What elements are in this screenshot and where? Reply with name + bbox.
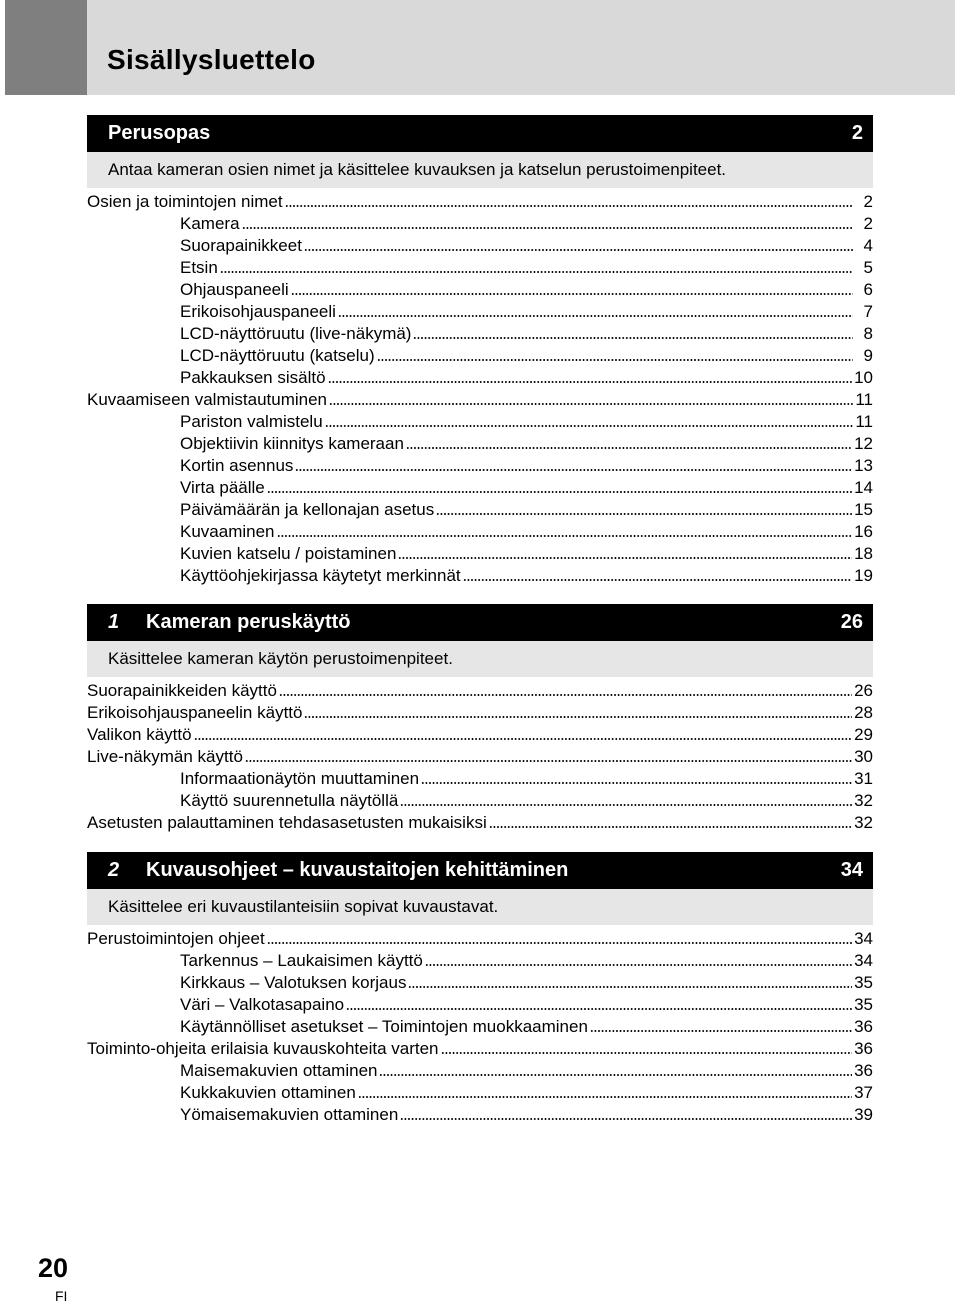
dot-leader [400, 1109, 852, 1121]
section-1 [87, 604, 873, 677]
toc-entry-label: Toiminto-ohjeita erilaisia kuvauskohteita varten [87, 1039, 439, 1058]
toc-entry-page: 36 [854, 1039, 873, 1058]
toc-entry[interactable] [87, 564, 873, 586]
toc-entry-page: 13 [854, 456, 873, 475]
dot-leader [328, 372, 853, 384]
toc-entry-label: Pariston valmistelu [180, 412, 323, 431]
section-title: Perusopas [108, 122, 211, 144]
dot-leader [379, 1065, 852, 1077]
toc-entry-page: 39 [854, 1105, 873, 1124]
toc-entry-label: Pakkauksen sisältö [180, 368, 326, 387]
dot-leader [413, 328, 853, 340]
toc-entry[interactable] [87, 344, 873, 366]
toc-entry[interactable] [87, 971, 873, 993]
toc-entry[interactable] [87, 476, 873, 498]
toc-list-section-1 [87, 679, 873, 833]
dot-leader [291, 284, 853, 296]
toc-entry-label: Väri – Valkotasapaino [180, 995, 345, 1014]
toc-entry-label: Maisemakuvien ottaminen [180, 1061, 378, 1080]
toc-entry[interactable] [87, 432, 873, 454]
dot-leader [304, 240, 853, 252]
toc-entry-label: Etsin [180, 258, 218, 277]
toc-entry-label: Käytännölliset asetukset – Toimintojen muokkaaminen [180, 1017, 588, 1036]
toc-entry-label: Päivämäärän ja kellonajan asetus [180, 500, 435, 519]
toc-entry-page: 9 [863, 346, 873, 365]
toc-list-perusopas [87, 190, 873, 586]
toc-entry-label: Osien ja toimintojen nimet [87, 192, 283, 211]
section-title: Kameran peruskäyttö [146, 611, 351, 633]
section-header [87, 852, 873, 889]
language-code: FI [55, 1288, 68, 1304]
toc-entry-page: 19 [854, 566, 873, 585]
toc-entry-page: 4 [863, 236, 873, 255]
toc-entry-label: Perustoimintojen ohjeet [87, 929, 265, 948]
toc-entry-page: 34 [854, 951, 873, 970]
toc-entry-page: 15 [854, 500, 873, 519]
toc-entry-label: Objektiivin kiinnitys kameraan [180, 434, 404, 453]
toc-entry[interactable] [87, 1037, 873, 1059]
toc-entry-page: 11 [855, 412, 873, 431]
toc-entry[interactable] [87, 1015, 873, 1037]
dot-leader [267, 482, 852, 494]
toc-entry-label: Kuvaaminen [180, 522, 275, 541]
dot-leader [245, 751, 852, 763]
toc-entry[interactable] [87, 234, 873, 256]
toc-entry-label: Erikoisohjauspaneelin käyttö [87, 703, 303, 722]
dot-leader [304, 707, 852, 719]
dot-leader [441, 1043, 853, 1055]
toc-entry[interactable] [87, 542, 873, 564]
dot-leader [346, 999, 852, 1011]
section-description: Käsittelee eri kuvaustilanteisiin sopivat kuvaustavat. [87, 889, 873, 925]
dot-leader [421, 773, 852, 785]
dot-leader [436, 504, 852, 516]
toc-entry-label: Suorapainikkeet [180, 236, 302, 255]
toc-entry-label: Erikoisohjauspaneeli [180, 302, 336, 321]
toc-entry-page: 8 [863, 324, 873, 343]
dot-leader [242, 218, 853, 230]
dot-leader [425, 955, 852, 967]
dot-leader [358, 1087, 852, 1099]
toc-entry-page: 35 [854, 973, 873, 992]
toc-entry-label: Kamera [180, 214, 240, 233]
dot-leader [400, 795, 852, 807]
toc-entry[interactable] [87, 949, 873, 971]
toc-entry[interactable] [87, 993, 873, 1015]
toc-entry-page: 16 [854, 522, 873, 541]
toc-entry-page: 37 [854, 1083, 873, 1102]
toc-entry-page: 32 [854, 813, 873, 832]
section-page-number: 2 [851, 122, 863, 144]
section-perusopas [87, 115, 873, 188]
toc-entry[interactable] [87, 1081, 873, 1103]
section-number: 1 [108, 611, 120, 633]
toc-entry-page: 36 [854, 1061, 873, 1080]
toc-entry[interactable] [87, 927, 873, 949]
section-2 [87, 852, 873, 925]
toc-entry-label: Kuvaamiseen valmistautuminen [87, 390, 328, 409]
toc-entry-label: LCD-näyttöruutu (live-näkymä) [180, 324, 412, 343]
dot-leader [377, 350, 853, 362]
toc-entry-label: Yömaisemakuvien ottaminen [180, 1105, 399, 1124]
section-description: Käsittelee kameran käytön perustoimenpiteet. [87, 641, 873, 677]
dot-leader [329, 394, 853, 406]
toc-entry[interactable] [87, 1059, 873, 1081]
dot-leader [285, 196, 853, 208]
toc-list-section-2 [87, 927, 873, 1125]
toc-entry[interactable] [87, 300, 873, 322]
toc-entry-label: Asetusten palauttaminen tehdasasetusten mukaisiksi [87, 813, 487, 832]
toc-entry[interactable] [87, 811, 873, 833]
dot-leader [338, 306, 853, 318]
dot-leader [220, 262, 853, 274]
toc-entry-page: 2 [863, 192, 873, 211]
dot-leader [267, 933, 852, 945]
toc-entry[interactable] [87, 278, 873, 300]
toc-entry-label: Informaationäytön muuttaminen [180, 769, 420, 788]
toc-entry-label: LCD-näyttöruutu (katselu) [180, 346, 375, 365]
toc-entry[interactable] [87, 789, 873, 811]
toc-entry[interactable] [87, 322, 873, 344]
toc-entry-page: 31 [854, 769, 873, 788]
toc-entry[interactable] [87, 454, 873, 476]
toc-entry[interactable] [87, 190, 873, 212]
toc-entry[interactable] [87, 388, 873, 410]
toc-entry[interactable] [87, 212, 873, 234]
toc-entry[interactable] [87, 366, 873, 388]
toc-entry-label: Kukkakuvien ottaminen [180, 1083, 356, 1102]
header-tab-block [5, 0, 87, 95]
dot-leader [463, 570, 852, 582]
toc-entry-label: Suorapainikkeiden käyttö [87, 681, 277, 700]
toc-entry-page: 28 [854, 703, 873, 722]
toc-entry-page: 30 [854, 747, 873, 766]
toc-entry-page: 29 [854, 725, 873, 744]
toc-entry-page: 12 [854, 434, 873, 453]
toc-entry[interactable] [87, 723, 873, 745]
toc-entry[interactable] [87, 767, 873, 789]
toc-entry-label: Ohjauspaneeli [180, 280, 289, 299]
toc-entry[interactable] [87, 745, 873, 767]
toc-entry-label: Käyttöohjekirjassa käytetyt merkinnät [180, 566, 461, 585]
toc-entry-page: 7 [863, 302, 873, 321]
toc-entry-page: 2 [863, 214, 873, 233]
toc-entry[interactable] [87, 520, 873, 542]
section-header [87, 115, 873, 152]
toc-entry-page: 6 [863, 280, 873, 299]
toc-entry-label: Kirkkaus – Valotuksen korjaus [180, 973, 407, 992]
toc-entry-page: 32 [854, 791, 873, 810]
section-page-number: 26 [840, 611, 863, 633]
toc-entry[interactable] [87, 256, 873, 278]
dot-leader [295, 460, 852, 472]
toc-entry[interactable] [87, 498, 873, 520]
toc-entry-page: 14 [854, 478, 873, 497]
toc-entry-label: Tarkennus – Laukaisimen käyttö [180, 951, 423, 970]
section-description: Antaa kameran osien nimet ja käsittelee kuvauksen ja katselun perustoimenpiteet. [87, 152, 873, 188]
dot-leader [279, 685, 852, 697]
section-number: 2 [108, 859, 120, 881]
toc-entry[interactable] [87, 410, 873, 432]
dot-leader [194, 729, 853, 741]
page-number: 20 [38, 1253, 69, 1283]
dot-leader [590, 1021, 852, 1033]
dot-leader [325, 416, 853, 428]
toc-entry-page: 34 [854, 929, 873, 948]
section-title: Kuvausohjeet – kuvaustaitojen kehittäminen [146, 859, 569, 881]
section-page-number: 34 [840, 859, 863, 881]
toc-entry[interactable] [87, 701, 873, 723]
dot-leader [408, 977, 852, 989]
dot-leader [489, 817, 852, 829]
dot-leader [406, 438, 852, 450]
toc-entry-label: Valikon käyttö [87, 725, 192, 744]
dot-leader [398, 548, 852, 560]
toc-entry-label: Live-näkymän käyttö [87, 747, 243, 766]
dot-leader [277, 526, 853, 538]
toc-entry-page: 5 [863, 258, 873, 277]
toc-entry-page: 35 [854, 995, 873, 1014]
toc-entry-label: Kuvien katselu / poistaminen [180, 544, 397, 563]
toc-entry-page: 18 [854, 544, 873, 563]
toc-entry[interactable] [87, 679, 873, 701]
toc-entry-page: 10 [854, 368, 873, 387]
toc-entry[interactable] [87, 1103, 873, 1125]
toc-entry-label: Virta päälle [180, 478, 265, 497]
section-header [87, 604, 873, 641]
toc-entry-page: 26 [854, 681, 873, 700]
toc-entry-label: Käyttö suurennetulla näytöllä [180, 791, 399, 810]
toc-entry-label: Kortin asennus [180, 456, 294, 475]
page-title: Sisällysluettelo [107, 44, 316, 75]
toc-entry-page: 36 [854, 1017, 873, 1036]
toc-entry-page: 11 [855, 390, 873, 409]
